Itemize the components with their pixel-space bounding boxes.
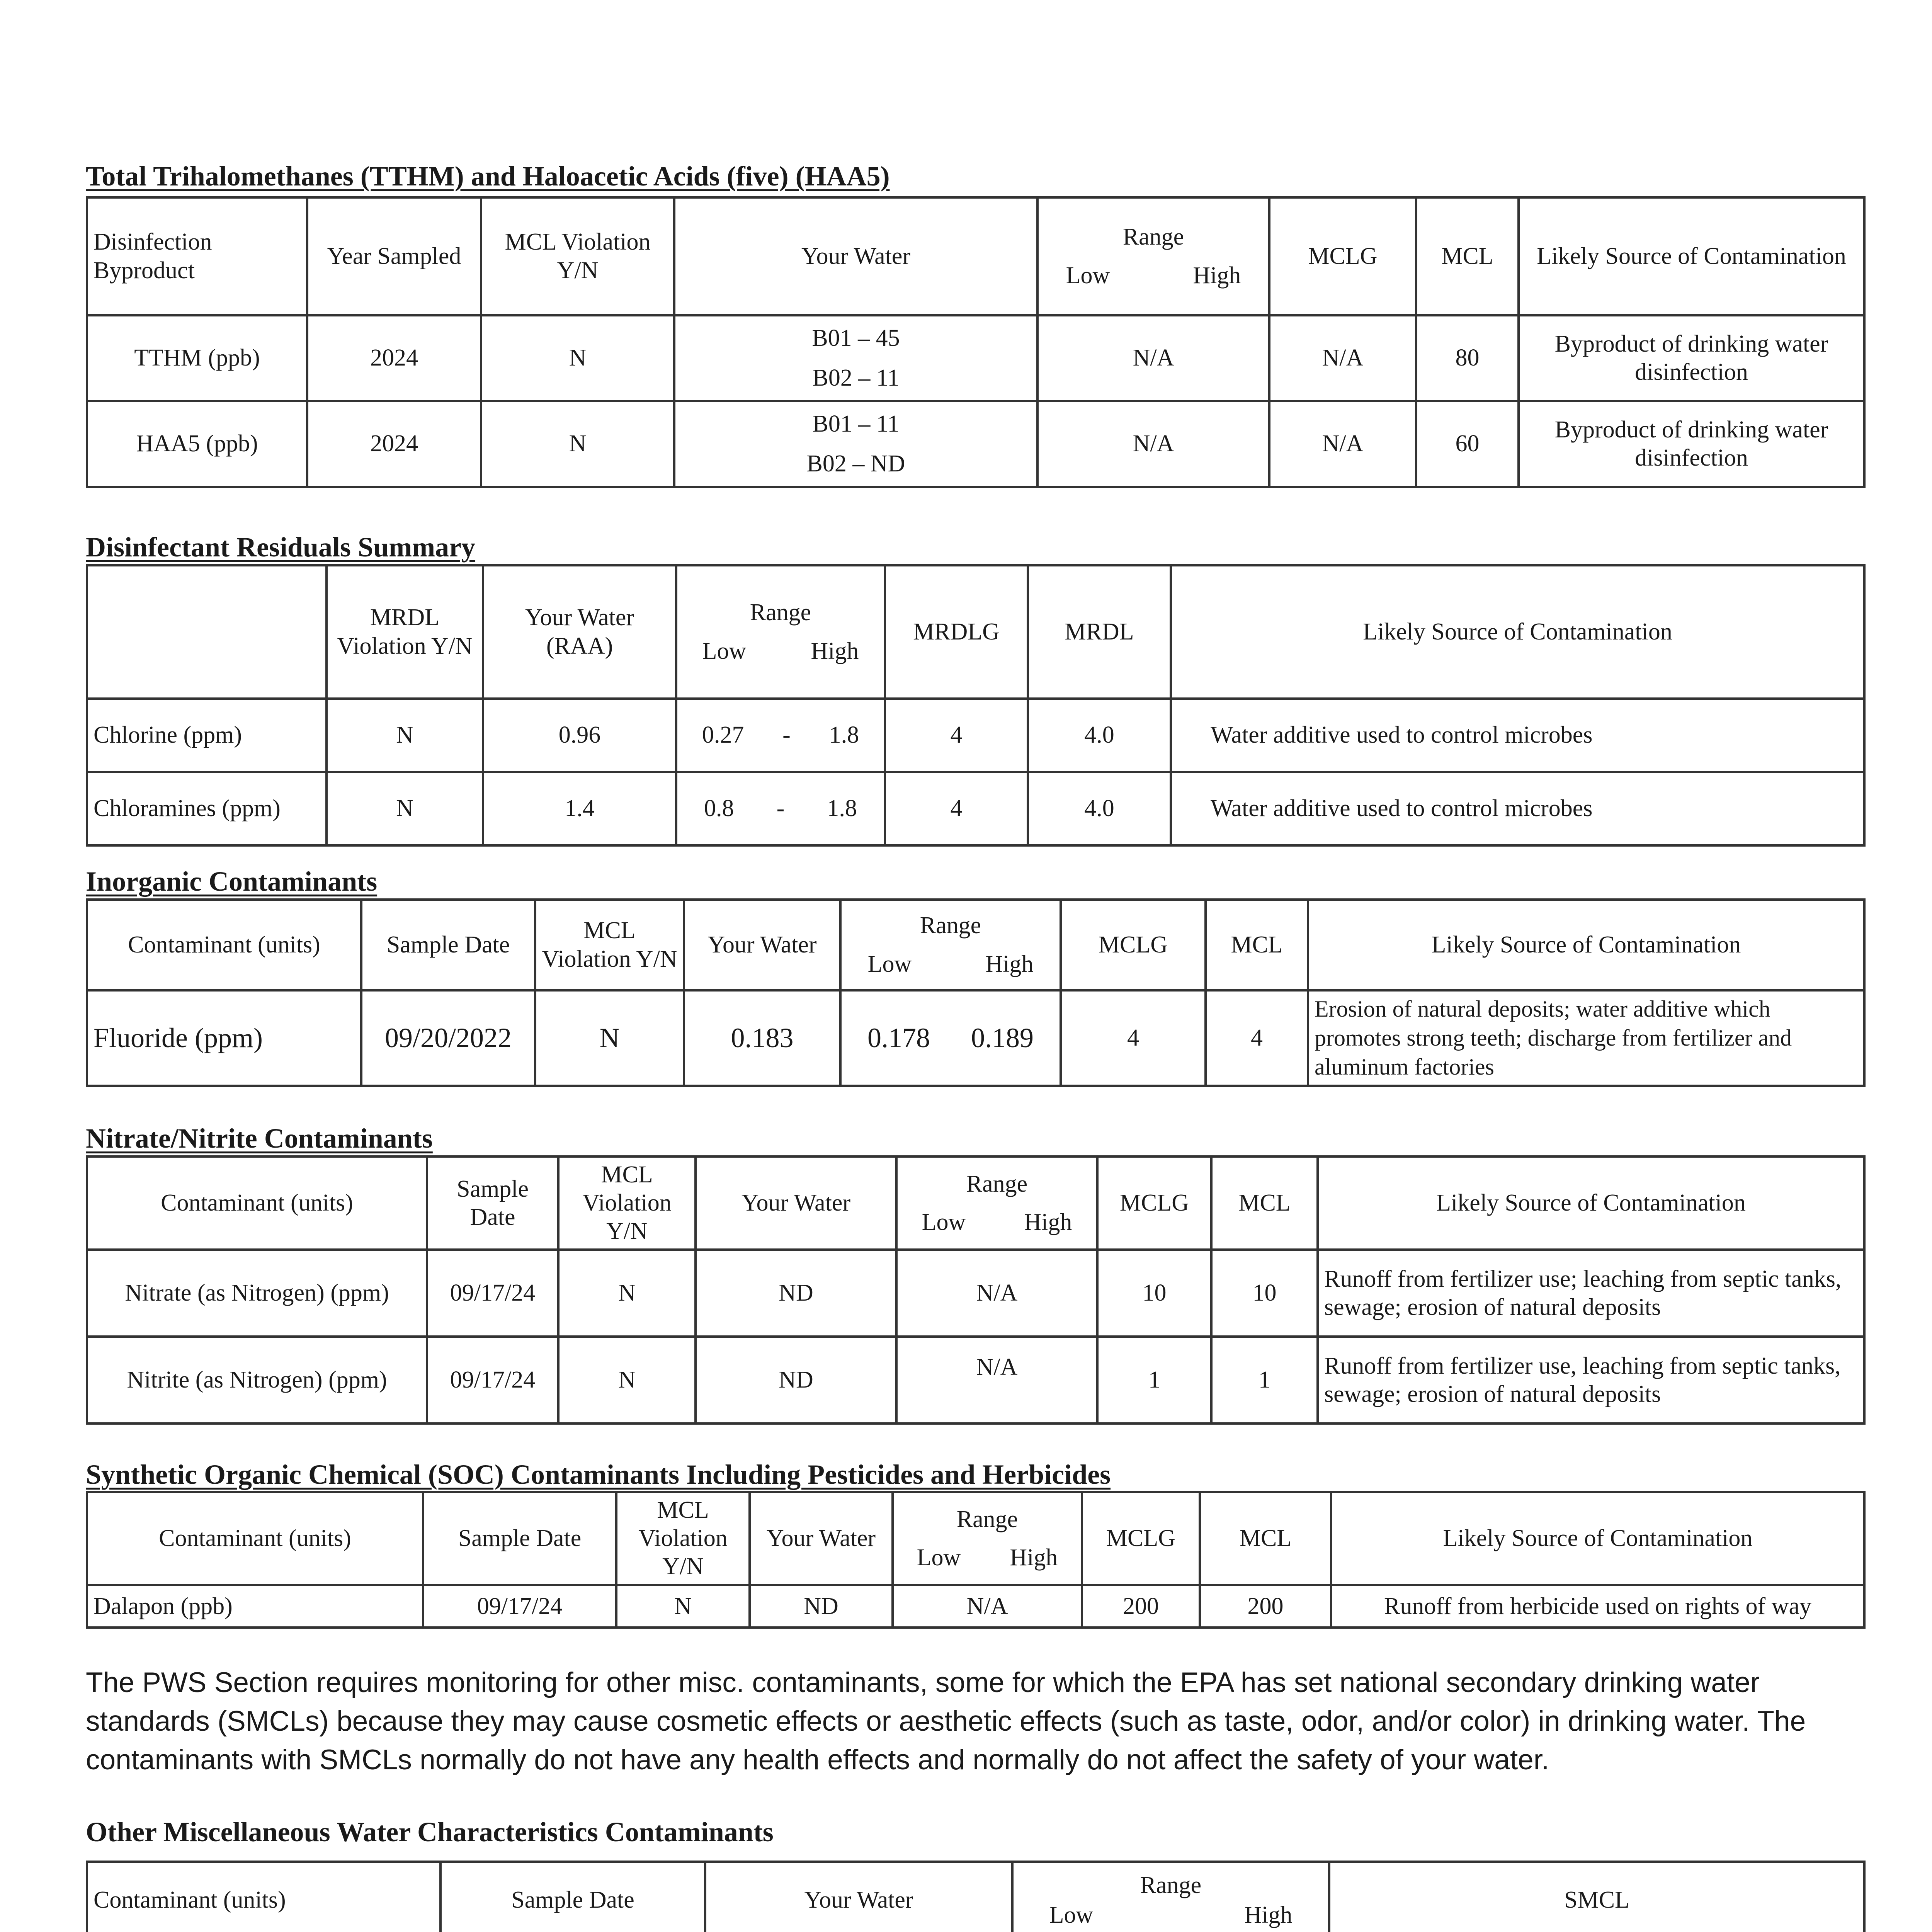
- range-low-label: Low: [922, 1209, 966, 1235]
- residuals-table: [86, 564, 1866, 847]
- cell-date: 09/17/24: [427, 1337, 558, 1423]
- range-low-label: Low: [867, 951, 912, 977]
- col-header: MRDLG: [885, 565, 1028, 699]
- range-label: Range: [750, 599, 811, 626]
- col-header: Your Water: [750, 1492, 893, 1585]
- cell-year: 2024: [307, 315, 481, 401]
- cell-source: Byproduct of drinking water disinfection: [1519, 401, 1864, 487]
- cell-source: Runoff from herbicide used on rights of way: [1331, 1585, 1864, 1628]
- cell-source: Byproduct of drinking water disinfection: [1519, 315, 1864, 401]
- col-header: Contaminant (units): [87, 1156, 427, 1250]
- range-high: 1.8: [829, 722, 859, 748]
- range-high-label: High: [811, 638, 859, 664]
- nitrate-table: [86, 1155, 1866, 1425]
- range-low-label: Low: [917, 1544, 961, 1571]
- range-header: [1037, 197, 1269, 315]
- cell-mclg: 10: [1097, 1250, 1211, 1337]
- cell-violation: N: [535, 990, 684, 1086]
- section-title-residuals: Disinfectant Residuals Summary: [86, 532, 476, 563]
- table-row: [87, 315, 1864, 401]
- table-header-row: [87, 1156, 1864, 1250]
- cell-year: 2024: [307, 401, 481, 487]
- cell-violation: N: [558, 1337, 696, 1423]
- cell-mcl: 1: [1211, 1337, 1318, 1423]
- cell-source: Runoff from fertilizer use, leaching from septic tanks, sewage; erosion of natural deposits: [1318, 1337, 1864, 1423]
- cell-date: 09/20/2022: [361, 990, 535, 1086]
- cell-mcl: 80: [1416, 315, 1519, 401]
- cell-violation: N: [327, 772, 483, 845]
- cell-name: Chlorine (ppm): [87, 699, 327, 772]
- range-low: 0.27: [702, 722, 744, 748]
- cell-name: Dalapon (ppb): [87, 1585, 423, 1628]
- cell-mrdlg: 4: [885, 699, 1028, 772]
- col-header: Likely Source of Contamination: [1318, 1156, 1864, 1250]
- col-header: MCL Violation Y/N: [535, 900, 684, 990]
- col-header: Contaminant (units): [87, 1492, 423, 1585]
- col-header: Your Water: [684, 900, 840, 990]
- range-high: 0.189: [971, 1022, 1034, 1054]
- range-dash: -: [776, 795, 785, 822]
- col-header: MRDL: [1028, 565, 1171, 699]
- cell-violation: N: [327, 699, 483, 772]
- tthm-table: [86, 196, 1866, 488]
- col-header: Likely Source of Contamination: [1171, 565, 1864, 699]
- col-header: [87, 565, 327, 699]
- cell-mclg: 4: [1061, 990, 1206, 1086]
- cell-mcl: 4: [1206, 990, 1308, 1086]
- col-header: Your Water (RAA): [483, 565, 676, 699]
- range-label: Range: [1140, 1872, 1202, 1898]
- cell-range: N/A: [893, 1585, 1082, 1628]
- range-header: [1012, 1862, 1329, 1932]
- table-header-row: [87, 1862, 1864, 1932]
- table-header-row: [87, 900, 1864, 990]
- water-value-2: B02 – 11: [812, 365, 900, 391]
- col-header: Sample Date: [440, 1862, 705, 1932]
- cell-name: Nitrate (as Nitrogen) (ppm): [87, 1250, 427, 1337]
- range-low-label: Low: [1066, 262, 1110, 289]
- cell-violation: N: [481, 315, 674, 401]
- table-header-row: [87, 565, 1864, 699]
- table-row: [87, 1337, 1864, 1423]
- soc-table: [86, 1491, 1866, 1629]
- col-header: MCLG: [1097, 1156, 1211, 1250]
- cell-name: TTHM (ppb): [87, 315, 307, 401]
- cell-range: [840, 990, 1061, 1086]
- cell-range: N/A: [1037, 401, 1269, 487]
- cell-date: 09/17/24: [427, 1250, 558, 1337]
- col-header: Likely Source of Contamination: [1331, 1492, 1864, 1585]
- cell-violation: N: [616, 1585, 750, 1628]
- cell-source: Water additive used to control microbes: [1171, 772, 1864, 845]
- col-header: SMCL: [1329, 1862, 1864, 1932]
- table-header-row: [87, 197, 1864, 315]
- cell-date: 09/17/24: [423, 1585, 616, 1628]
- secondary-standards-paragraph: The PWS Section requires monitoring for other misc. contaminants, some for which the EPA has set national secondary drinking water standards (SMCLs) because they may cause cosmetic effects or aesthetic effects (such as taste, odor, and/or color) in drinking water. The contaminants with SMCLs normally do not have any health effects and normally do not affect the safety of your water.: [86, 1667, 1806, 1776]
- section-title-misc: Other Miscellaneous Water Characteristics Contaminants: [86, 1816, 774, 1847]
- water-value-2: B02 – ND: [806, 451, 905, 477]
- range-header: [676, 565, 885, 699]
- col-header: Contaminant (units): [87, 1862, 440, 1932]
- range-header: [840, 900, 1061, 990]
- cell-source: Runoff from fertilizer use; leaching from septic tanks, sewage; erosion of natural deposits: [1318, 1250, 1864, 1337]
- range-high: 1.8: [827, 795, 857, 822]
- water-value-1: B01 – 45: [812, 325, 900, 351]
- cell-mclg: 200: [1082, 1585, 1200, 1628]
- cell-violation: N: [481, 401, 674, 487]
- col-header: Contaminant (units): [87, 900, 361, 990]
- cell-name: Nitrite (as Nitrogen) (ppm): [87, 1337, 427, 1423]
- col-header: Sample Date: [361, 900, 535, 990]
- range-dash: -: [782, 722, 791, 748]
- col-header: Your Water: [674, 197, 1037, 315]
- cell-your-water: [674, 401, 1037, 487]
- col-header: MCLG: [1082, 1492, 1200, 1585]
- range-low-label: Low: [702, 638, 747, 664]
- cell-your-water: [674, 315, 1037, 401]
- col-header: Sample Date: [423, 1492, 616, 1585]
- cell-source: Water additive used to control microbes: [1171, 699, 1864, 772]
- cell-your-water: 0.183: [684, 990, 840, 1086]
- col-header: MRDL Violation Y/N: [327, 565, 483, 699]
- col-header: MCL Violation Y/N: [616, 1492, 750, 1585]
- cell-name: Fluoride (ppm): [87, 990, 361, 1086]
- cell-name: Chloramines (ppm): [87, 772, 327, 845]
- col-header: Your Water: [705, 1862, 1012, 1932]
- table-header-row: [87, 1492, 1864, 1585]
- table-row: [87, 990, 1864, 1086]
- range-header: [896, 1156, 1097, 1250]
- cell-mcl: 60: [1416, 401, 1519, 487]
- col-header: Sample Date: [427, 1156, 558, 1250]
- section-title-soc: Synthetic Organic Chemical (SOC) Contaminants Including Pesticides and Herbicides: [86, 1459, 1111, 1490]
- col-header: Disinfection Byproduct: [87, 197, 307, 315]
- water-value-1: B01 – 11: [812, 410, 900, 437]
- cell-mrdlg: 4: [885, 772, 1028, 845]
- cell-your-water: ND: [696, 1337, 896, 1423]
- cell-your-water: ND: [696, 1250, 896, 1337]
- range-header: [893, 1492, 1082, 1585]
- range-low-label: Low: [1049, 1902, 1094, 1928]
- range-high-label: High: [1193, 262, 1241, 289]
- cell-mclg: N/A: [1269, 401, 1416, 487]
- table-row: [87, 401, 1864, 487]
- table-row: [87, 699, 1864, 772]
- col-header: MCL Violation Y/N: [481, 197, 674, 315]
- range-low: 0.8: [704, 795, 734, 822]
- cell-source: Erosion of natural deposits; water additive which promotes strong teeth; discharge from fertilizer and aluminum factories: [1308, 990, 1864, 1086]
- section-title-inorganic: Inorganic Contaminants: [86, 866, 378, 897]
- cell-range: N/A: [1037, 315, 1269, 401]
- cell-range: N/A: [896, 1250, 1097, 1337]
- range-low: 0.178: [867, 1022, 930, 1054]
- range-label: Range: [1122, 224, 1184, 250]
- col-header: Your Water: [696, 1156, 896, 1250]
- table-row: [87, 1585, 1864, 1628]
- range-high-label: High: [1244, 1902, 1293, 1928]
- range-high-label: High: [1010, 1544, 1058, 1571]
- cell-mclg: N/A: [1269, 315, 1416, 401]
- col-header: MCL: [1206, 900, 1308, 990]
- range-high-label: High: [985, 951, 1034, 977]
- cell-mcl: 10: [1211, 1250, 1318, 1337]
- col-header: MCL: [1416, 197, 1519, 315]
- col-header: Year Sampled: [307, 197, 481, 315]
- table-row: [87, 1250, 1864, 1337]
- cell-your-water: 1.4: [483, 772, 676, 845]
- inorganic-table: [86, 898, 1866, 1087]
- cell-name: HAA5 (ppb): [87, 401, 307, 487]
- col-header: MCLG: [1269, 197, 1416, 315]
- range-label: Range: [966, 1170, 1028, 1197]
- col-header: Likely Source of Contamination: [1519, 197, 1864, 315]
- col-header: MCL: [1211, 1156, 1318, 1250]
- cell-mrdl: 4.0: [1028, 772, 1171, 845]
- misc-table: [86, 1861, 1866, 1932]
- range-label: Range: [956, 1506, 1018, 1532]
- section-title-nitrate: Nitrate/Nitrite Contaminants: [86, 1123, 433, 1154]
- cell-mrdl: 4.0: [1028, 699, 1171, 772]
- cell-range: N/A: [896, 1337, 1097, 1423]
- col-header: Likely Source of Contamination: [1308, 900, 1864, 990]
- col-header: MCL: [1200, 1492, 1331, 1585]
- cell-mclg: 1: [1097, 1337, 1211, 1423]
- range-high-label: High: [1024, 1209, 1072, 1235]
- table-row: [87, 772, 1864, 845]
- cell-range: [676, 699, 885, 772]
- col-header: MCL Violation Y/N: [558, 1156, 696, 1250]
- col-header: MCLG: [1061, 900, 1206, 990]
- cell-range: [676, 772, 885, 845]
- cell-violation: N: [558, 1250, 696, 1337]
- section-title-tthm: Total Trihalomethanes (TTHM) and Haloacetic Acids (five) (HAA5): [86, 161, 890, 192]
- range-label: Range: [920, 912, 981, 939]
- cell-mcl: 200: [1200, 1585, 1331, 1628]
- cell-your-water: 0.96: [483, 699, 676, 772]
- cell-your-water: ND: [750, 1585, 893, 1628]
